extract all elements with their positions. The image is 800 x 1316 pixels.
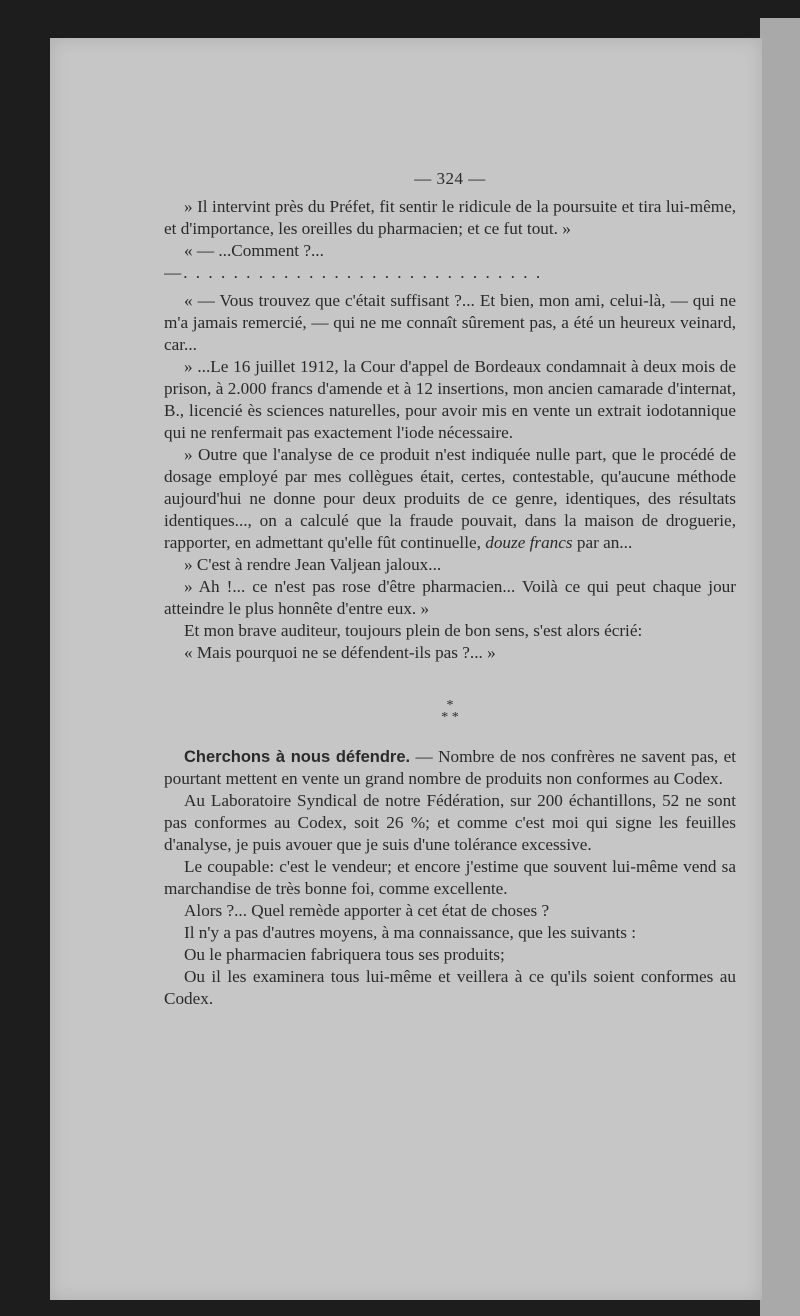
section-intro-text: — Nombre de nos confrères ne savent pas, et pourtant mettent en vente un grand nombre de produits non conformes au Codex.	[164, 747, 736, 788]
paragraph: « — Vous trouvez que c'était suffisant ?... Et bien, mon ami, celui-là, — qui ne m'a jamais remercié, — qui ne me connaît sûrement pas, a été un heureux veinard, car...	[164, 291, 736, 354]
paragraph: Au Laboratoire Syndical de notre Fédération, sur 200 échantillons, 52 ne sont pas conformes au Codex, soit 26 %; et comme c'est moi qui signe les feuilles d'analyse, je puis avouer que je suis d'une tolérance excessive.	[164, 791, 736, 854]
asterism-top: *	[446, 698, 454, 713]
asterism-divider	[164, 700, 736, 724]
paragraph: Ou le pharmacien fabriquera tous ses produits;	[184, 945, 505, 964]
ellipsis-line: —. . . . . . . . . . . . . . . . . . . . . . . . . . . . .	[164, 266, 543, 282]
paragraph: Il n'y a pas d'autres moyens, à ma connaissance, que les suivants :	[184, 923, 636, 942]
paragraph: » ...Le 16 juillet 1912, la Cour d'appel de Bordeaux condamnait à deux mois de prison, à 2.000 francs d'amende et à 12 insertions, mon ancien camarade d'internat, B., licencié ès sciences naturelles, pour avoir mis en vente un extrait iodotannique qui ne renfermait pas exactement l'iode nécessaire.	[164, 357, 736, 442]
facing-page-edge	[760, 18, 800, 1316]
paragraph: « Mais pourquoi ne se défendent-ils pas ?... »	[184, 643, 496, 662]
paragraph: Alors ?... Quel remède apporter à cet état de choses ?	[184, 901, 550, 920]
paragraph: » C'est à rendre Jean Valjean jaloux...	[184, 555, 442, 574]
page-text	[164, 168, 736, 1010]
section-intro	[164, 746, 736, 790]
paragraph: » Il intervint près du Préfet, fit sentir le ridicule de la poursuite et tira lui-même, et d'importance, les oreilles du pharmacien; et ce fut tout. »	[164, 197, 736, 238]
paragraph: Le coupable: c'est le vendeur; et encore j'estime que souvent lui-même vend sa marchandise de très bonne foi, comme excellente.	[164, 857, 736, 898]
section-heading: Cherchons à nous défendre.	[184, 748, 411, 766]
paragraph	[164, 444, 736, 554]
paragraph-text: » Outre que l'analyse de ce produit n'est indiquée nulle part, que le procédé de dosage employé par mes collègues était, certes, contestable, qu'aucune méthode aujourd'hui ne donne pour deux produits de ce genre, identiques, des résultats identiques..., on a calculé que la fraude pouvait, dans la maison de droguerie, rapporter, en admettant qu'elle fût continuelle,	[164, 445, 736, 552]
page-number: — 324 —	[414, 169, 486, 188]
paragraph: « — ...Comment ?...	[184, 241, 324, 260]
paragraph: Et mon brave auditeur, toujours plein de bon sens, s'est alors écrié:	[184, 621, 643, 640]
paragraph-tail: par an...	[572, 533, 633, 552]
asterism-bottom: * *	[441, 710, 459, 725]
paragraph: » Ah !... ce n'est pas rose d'être pharmacien... Voilà ce qui peut chaque jour atteindre le plus honnête d'entre eux. »	[164, 577, 736, 618]
paragraph: Ou il les examinera tous lui-même et veillera à ce qu'ils soient conformes au Codex.	[164, 967, 736, 1008]
italic-phrase: douze francs	[485, 533, 573, 552]
